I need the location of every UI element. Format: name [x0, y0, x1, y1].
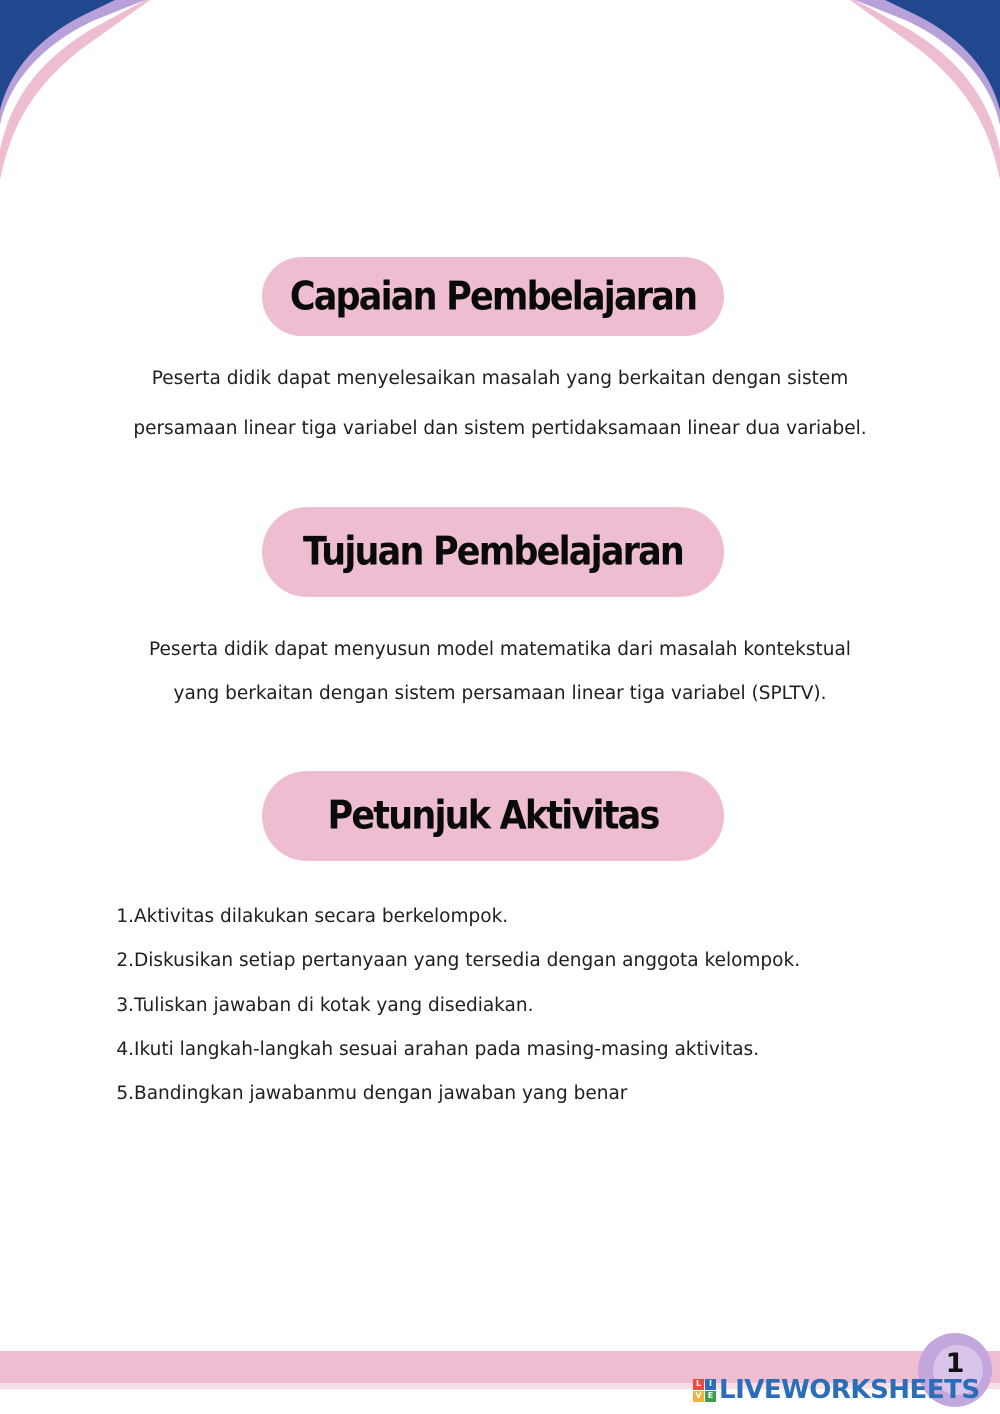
list-item-number: 1. [116, 906, 134, 927]
list-item [112, 995, 912, 1039]
section-title-tujuan: Tujuan Pembelajaran [302, 529, 684, 575]
liveworksheets-logo-text: LIVEWORKSHEETS [719, 1375, 980, 1405]
list-item-number: 3. [116, 994, 134, 1016]
tujuan-paragraph [80, 639, 920, 709]
capaian-line-2: persamaan linear tiga variabel dan sistem pertidaksamaan linear dua variabel. [133, 418, 867, 439]
section-title-capaian: Capaian Pembelajaran [289, 274, 697, 319]
section-header-capaian [262, 257, 724, 336]
logo-letter-i: I [705, 1379, 716, 1390]
list-item-number: 5. [116, 1083, 134, 1105]
list-item [112, 1083, 912, 1127]
logo-letter-e: E [705, 1391, 716, 1402]
instruction-list [112, 906, 912, 1127]
list-item-number: 2. [116, 950, 134, 972]
section-title-petunjuk: Petunjuk Aktivitas [327, 793, 659, 839]
tujuan-line-1: Peserta didik dapat menyusun model matematika dari masalah kontekstual [149, 639, 851, 660]
tujuan-line-2: yang berkaitan dengan sistem persamaan linear tiga variabel (SPLTV). [173, 683, 827, 704]
list-item-text: Diskusikan setiap pertanyaan yang tersedia dengan anggota kelompok. [134, 950, 801, 972]
list-item-text: Ikuti langkah-langkah sesuai arahan pada masing-masing aktivitas. [134, 1038, 760, 1060]
page-number: 1 [945, 1348, 965, 1379]
logo-letter-v: V [693, 1391, 704, 1402]
capaian-paragraph [80, 368, 920, 448]
list-item-number: 4. [116, 1038, 134, 1060]
liveworksheets-logo[interactable] [693, 1374, 980, 1406]
list-item-text: Aktivitas dilakukan secara berkelompok. [134, 906, 509, 927]
section-header-tujuan [262, 507, 724, 597]
list-item [112, 906, 912, 950]
liveworksheets-logo-icon [693, 1379, 716, 1402]
list-item-text: Bandingkan jawabanmu dengan jawaban yang benar [134, 1083, 628, 1105]
list-item [112, 950, 912, 994]
corner-decoration-left [0, 0, 150, 180]
logo-letter-l: L [693, 1379, 704, 1390]
list-item [112, 1039, 912, 1083]
corner-decoration-right [850, 0, 1000, 180]
section-header-petunjuk [262, 771, 724, 861]
capaian-line-1: Peserta didik dapat menyelesaikan masalah yang berkaitan dengan sistem [151, 368, 849, 389]
list-item-text: Tuliskan jawaban di kotak yang disediakan. [134, 994, 534, 1016]
